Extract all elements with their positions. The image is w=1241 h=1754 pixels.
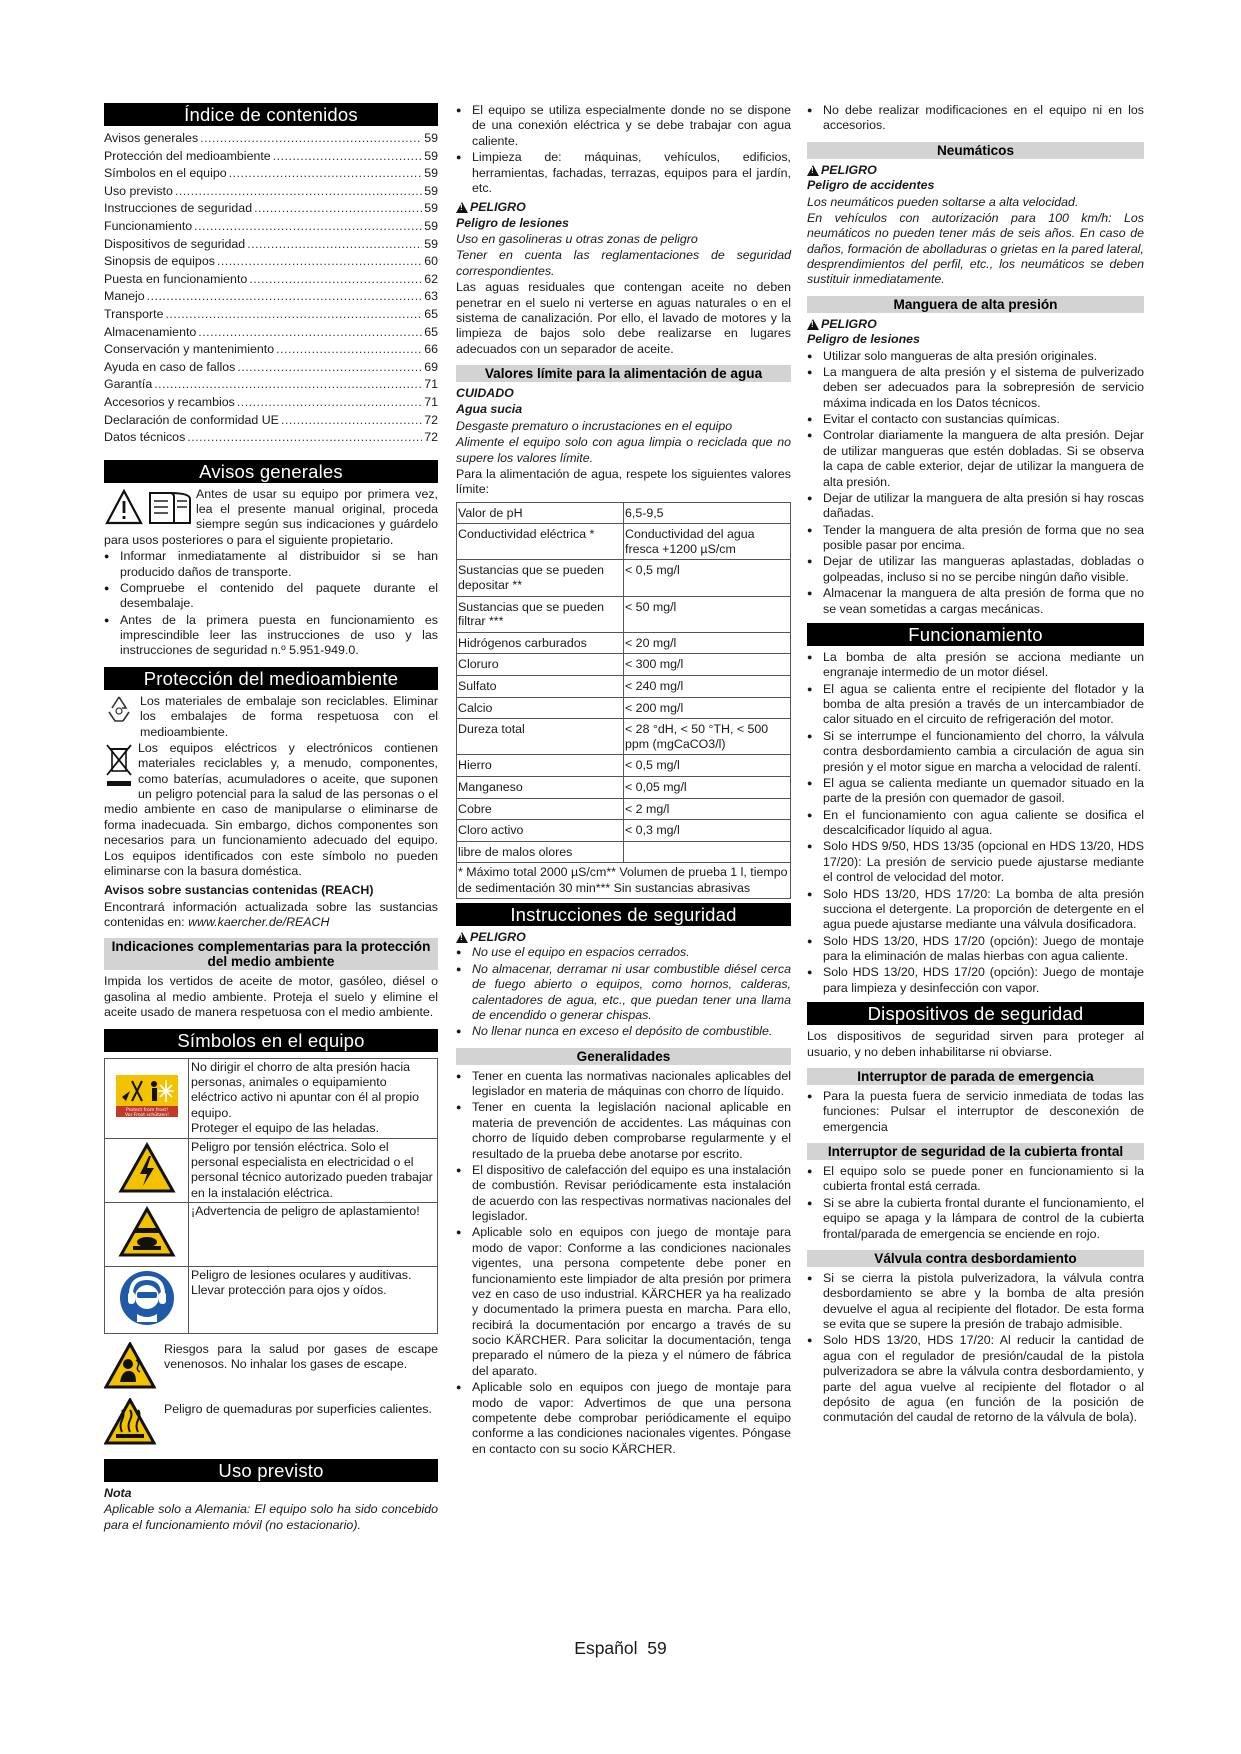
manguera-heading: Manguera de alta presión [807, 296, 1144, 313]
toc-entry-page: 59 [424, 236, 438, 251]
toc-leader-dots [281, 412, 422, 430]
symbol-text: ¡Advertencia de peligro de aplastamiento! [189, 1203, 438, 1266]
neumaticos-heading: Neumáticos [807, 142, 1144, 159]
toc-leader-dots [198, 324, 422, 342]
table-row [105, 1203, 438, 1266]
toc-entry-page: 59 [424, 131, 438, 145]
peligro-text: PELIGRO [821, 316, 877, 331]
eye-ear-protection-icon [105, 1266, 189, 1333]
list-item: ● No almacenar, derramar ni usar combustible diésel cerca de fuego abierto o equipos, como hornos, calderas, calentadores de agua, etc., que puedan tener una llama de encendido o generar chispas. [456, 962, 791, 1024]
reach-text [104, 900, 438, 931]
table-row [457, 560, 791, 596]
table-row [457, 719, 791, 755]
table-row [457, 820, 791, 842]
toc-entry-title: Avisos generales [104, 131, 199, 145]
limit-cell: < 2 mg/l [624, 798, 791, 820]
list-item: ● El dispositivo de calefacción del equipo es una instalación de combustión. Revisar periódicamente esta instalación de acuerdo con las respectivas normativas nacionales del legislador. [456, 1163, 791, 1225]
toc-entry-page: 71 [424, 377, 438, 392]
uso-bullets [456, 103, 791, 196]
peligro-line: Uso en gasolineras u otras zonas de peligro [456, 232, 698, 246]
funcionamiento-heading: Funcionamiento [807, 623, 1144, 646]
toc-entry-page: 65 [424, 324, 438, 339]
list-item: ● No llenar nunca en exceso el depósito de combustible. [456, 1024, 791, 1039]
peligro-sub: Peligro de lesiones [456, 215, 569, 230]
extra-env-heading: Indicaciones complementarias para la protección del medio ambiente [104, 938, 438, 970]
toc-heading: Índice de contenidos [104, 103, 438, 126]
emergencia-bullets [807, 1089, 1144, 1135]
toc-entry-page: 72 [424, 412, 438, 427]
proteccion-p2: Los equipos eléctricos y electrónicos contienen materiales reciclables y, a menudo, componentes, como baterías, acumuladores o aceite, que suponen un peligro potencial para la salud de las personas o el medio ambiente en caso de manipularse o eliminarse de forma inadecuada. Sin embargo, dichos componentes son necesarios para un funcionamiento adecuado del equipo. Los equipos identificados con este símbolo no pueden eliminarse con la basura doméstica. [104, 740, 438, 878]
warning-triangle-icon [807, 165, 819, 176]
list-item: ● Tender la manguera de alta presión de forma que no sea posible pasar por encima. [807, 523, 1144, 554]
toc-entry-title: Protección del medioambiente [104, 148, 271, 163]
electric-hazard-icon [105, 1138, 189, 1203]
list-item: ● La manguera de alta presión y el sistema de pulverizado deben ser adecuados para la sobrepresión de servicio máxima indicada en los Datos técnicos. [807, 365, 1144, 411]
limit-cell: Conductividad del agua fresca +1200 µS/cm [624, 524, 791, 560]
list-item: ● La bomba de alta presión se acciona mediante un engranaje intermedio de un motor diésel. [807, 650, 1144, 681]
cubierta-bullets [807, 1164, 1144, 1242]
proteccion-p1: Los materiales de embalaje son reciclables. Eliminar los embalajes de forma respetuosa con el medioambiente. [140, 693, 438, 739]
toc-leader-dots [276, 341, 422, 359]
toc-entry-page: 59 [424, 166, 438, 181]
seguridad-peligro-label [456, 930, 791, 945]
reach-text-body: Encontrará información actualizada sobre las sustancias contenidas en: [104, 899, 438, 930]
limit-cell: < 50 mg/l [624, 596, 791, 632]
toc-list [104, 130, 438, 447]
column-right [807, 103, 1144, 1427]
toc-entry-title: Puesta en funcionamiento [104, 271, 248, 286]
list-item: ● El agua se calienta entre el recipiente del flotador y la bomba de alta presión a través de un intercambiador de calor situado en el circuito de refrigeración del motor. [807, 682, 1144, 728]
avisos-intro-block [104, 487, 438, 549]
symbol-text: Peligro de lesiones oculares y auditivas. Llevar protección para ojos y oídos. [189, 1266, 438, 1333]
manguera-bullets [807, 349, 1144, 617]
parameter-cell: Hierro [457, 755, 624, 777]
toc-leader-dots [187, 429, 422, 447]
toc-leader-dots [200, 130, 422, 148]
table-row [457, 798, 791, 820]
table-row [105, 1058, 438, 1138]
symbols-table [104, 1058, 438, 1334]
dispositivos-intro: Los dispositivos de seguridad sirven para proteger al usuario, y no deben inhabilitarse ni obviarse. [807, 1029, 1144, 1059]
toc-entry-title: Accesorios y recambios [104, 394, 235, 409]
toc-entry-title: Instrucciones de seguridad [104, 201, 253, 216]
warning-triangle-icon [456, 202, 468, 213]
toc-entry-title: Garantía [104, 377, 153, 392]
toc-entry-title: Sinopsis de equipos [104, 254, 215, 269]
limit-cell: < 28 °dH, < 50 °TH, < 500 ppm (mgCaCO3/l) [624, 719, 791, 755]
toc-leader-dots [229, 165, 423, 183]
table-row [457, 841, 791, 863]
toc-entry[interactable] [104, 183, 438, 201]
limit-cell: < 20 mg/l [624, 632, 791, 654]
toc-leader-dots [247, 236, 422, 254]
toc-entry[interactable] [104, 288, 438, 306]
recycle-block [104, 694, 438, 741]
frost-badge-text-1: Protect from frost! [125, 1107, 168, 1113]
peligro-text: PELIGRO [821, 162, 877, 177]
parameter-cell: Dureza total [457, 719, 624, 755]
list-item: ● Si se cierra la pistola pulverizadora, la válvula contra desbordamiento se abre y la bomba de alta presión devuelve el agua al recipiente del flotador. De esta forma se evita que se supere la presión de trabajo admisible. [807, 1271, 1144, 1333]
table-row [457, 654, 791, 676]
limit-cell: < 300 mg/l [624, 654, 791, 676]
list-item: ● Tener en cuenta las normativas nacionales aplicables del legislador en materia de máquinas con chorro de líquido. [456, 1069, 791, 1100]
list-item: ● No debe realizar modificaciones en el equipo ni en los accesorios. [807, 103, 1144, 134]
toc-leader-dots [249, 271, 422, 289]
neumaticos-sub: Peligro de accidentes [807, 178, 935, 193]
toc-entry-page: 62 [424, 271, 438, 286]
list-item: ● El agua se calienta mediante un quemador situado en la parte de la presión con quemador de gasoil. [807, 776, 1144, 807]
toc-entry[interactable] [104, 271, 438, 289]
peligro-text: PELIGRO [470, 930, 526, 945]
toc-entry-page: 65 [424, 306, 438, 321]
neumaticos-line: Los neumáticos pueden soltarse a alta velocidad. [807, 194, 1079, 209]
toc-entry-title: Dispositivos de seguridad [104, 236, 246, 251]
cuidado-line: Alimente el equipo solo con agua limpia o reciclada que no supere los valores límite. [456, 435, 791, 465]
list-item: ● Dejar de utilizar las mangueras aplastadas, dobladas o golpeadas, incluso si no se percibe ningún daño visible. [807, 554, 1144, 585]
list-item: ● Si se interrumpe el funcionamiento del chorro, la válvula contra desbordamiento cambia a circulación de agua sin presión y el motor sigue en marcha a velocidad de ralentí. [807, 729, 1144, 775]
toc-leader-dots [237, 394, 422, 412]
list-item: ● Solo HDS 9/50, HDS 13/35 (opcional en HDS 13/20, HDS 17/20): La presión de servicio puede ajustarse mediante el control de velocidad del motor. [807, 839, 1144, 885]
table-row [457, 524, 791, 560]
neumaticos-peligro-label [807, 163, 1144, 178]
peligro-line: Tener en cuenta las reglamentaciones de seguridad correspondientes. [456, 248, 791, 278]
peligro-label [456, 200, 791, 215]
toc-leader-dots [217, 253, 422, 271]
table-row [457, 596, 791, 632]
generalidades-heading: Generalidades [456, 1048, 791, 1065]
hot-surface-text: Peligro de quemaduras por superficies calientes. [164, 1402, 432, 1417]
reach-title: Avisos sobre sustancias contenidas (REACH) [104, 883, 374, 898]
toc-leader-dots [175, 183, 422, 201]
toc-entry-page: 59 [424, 218, 438, 233]
parameter-cell: Hidrógenos carburados [457, 632, 624, 654]
list-item: ● El equipo solo se puede poner en funcionamiento si la cubierta frontal está cerrada. [807, 1164, 1144, 1195]
toc-entry[interactable] [104, 376, 438, 394]
toc-entry[interactable] [104, 324, 438, 342]
toc-entry-page: 59 [424, 148, 438, 163]
emergencia-heading: Interruptor de parada de emergencia [807, 1068, 1144, 1085]
toc-entry[interactable] [104, 253, 438, 271]
toxic-gas-icon [104, 1342, 158, 1394]
toc-leader-dots [254, 200, 422, 218]
toc-entry-page: 60 [424, 254, 438, 269]
warning-triangle-icon [456, 932, 468, 943]
table-row [457, 697, 791, 719]
toc-entry[interactable] [104, 218, 438, 236]
toc-entry[interactable] [104, 394, 438, 412]
column-left [104, 103, 438, 1534]
footer-language: Español [574, 1638, 638, 1658]
list-item: ● Solo HDS 13/20, HDS 17/20 (opción): Juego de montaje para limpieza y desinfección con vapor. [807, 965, 1144, 996]
limit-cell: 6,5-9,5 [624, 502, 791, 524]
limit-cell: < 240 mg/l [624, 675, 791, 697]
list-item: ● Solo HDS 13/20, HDS 17/20 (opción): Juego de montaje para la eliminación de malas hierbas con agua caliente. [807, 934, 1144, 965]
toc-entry[interactable] [104, 148, 438, 166]
frost-badge-text-2: Vor Frost schützen! [124, 1112, 169, 1117]
table-row [105, 1138, 438, 1203]
table-row [105, 1266, 438, 1333]
list-item: ● Aplicable solo en equipos con juego de montaje para modo de vapor: Advertimos de que una persona competente debe comprobar periódicamente el equipo conforme a las condiciones nacionales vigentes. Póngase en contacto con su socio KÄRCHER. [456, 1380, 791, 1457]
limit-cell: < 200 mg/l [624, 697, 791, 719]
parameter-cell: Sustancias que se pueden depositar ** [457, 560, 624, 596]
toc-entry[interactable] [104, 359, 438, 377]
manguera-peligro-label [807, 317, 1144, 332]
toc-entry-page: 59 [424, 183, 438, 198]
warning-triangle-icon [807, 319, 819, 330]
list-item: ● Solo HDS 13/20, HDS 17/20: La bomba de alta presión succiona el detergente. La proporción de detergente en el agua puede ajustarse mediante una válvula dosificadora. [807, 887, 1144, 933]
list-item: ● No use el equipo en espacios cerrados. [456, 945, 791, 960]
list-item: ● Compruebe el contenido del paquete durante el desembalaje. [104, 581, 438, 612]
seguridad-bullets [456, 945, 791, 1039]
toc-leader-dots [194, 218, 422, 236]
toc-leader-dots [147, 288, 423, 306]
toc-leader-dots [237, 359, 422, 377]
valores-heading: Valores límite para la alimentación de agua [456, 365, 791, 382]
exhaust-gas-block [104, 1342, 438, 1394]
crush-hazard-icon [105, 1203, 189, 1266]
avisos-list [104, 549, 438, 659]
parameter-cell: Valor de pH [457, 502, 624, 524]
water-footnote: * Máximo total 2000 µS/cm** Volumen de prueba 1 l, tiempo de sedimentación 30 min*** Sin sustancias abrasivas [456, 863, 791, 899]
list-item: ● Evitar el contacto con sustancias químicas. [807, 412, 1144, 427]
list-item: ● En el funcionamiento con agua caliente se dosifica el descalcificador líquido al agua. [807, 808, 1144, 839]
table-row [457, 632, 791, 654]
toc-leader-dots [154, 376, 422, 394]
toc-leader-dots [165, 306, 422, 324]
list-item: ● El equipo se utiliza especialmente donde no se dispone de una conexión eléctrica y se debe trabajar con agua caliente. [456, 103, 791, 149]
parameter-cell: Cobre [457, 798, 624, 820]
neumaticos-line: En vehículos con autorización para 100 km/h: Los neumáticos no pueden tener más de seis años. En caso de daños, formación de abolladuras o grietas en la pared lateral, desprendimientos del perfil, etc., los neumáticos se deben sustituir inmediatamente. [807, 210, 1144, 287]
toc-entry[interactable] [104, 412, 438, 430]
toc-entry-title: Declaración de conformidad UE [104, 412, 279, 427]
list-item: ● Para la puesta fuera de servicio inmediata de todas las funciones: Pulsar el interruptor de desconexión de emergencia [807, 1089, 1144, 1135]
limit-cell: < 0,5 mg/l [624, 755, 791, 777]
list-item: ● Dejar de utilizar la manguera de alta presión si hay roscas dañadas. [807, 491, 1144, 522]
toc-entry-title: Funcionamiento [104, 218, 193, 233]
cubierta-heading: Interruptor de seguridad de la cubierta frontal [807, 1143, 1144, 1160]
cuidado-sub: Agua sucia [456, 402, 523, 417]
parameter-cell: Conductividad eléctrica * [457, 524, 624, 560]
list-item: ● Antes de la primera puesta en funcionamiento es imprescindible leer las instrucciones de uso y las instrucciones de seguridad n.º 5.951-949.0. [104, 613, 438, 659]
parameter-cell: Cloruro [457, 654, 624, 676]
reach-link[interactable]: www.kaercher.de/REACH [188, 915, 330, 930]
limit-cell: < 0,05 mg/l [624, 776, 791, 798]
manguera-sub: Peligro de lesiones [807, 332, 920, 347]
toc-entry-title: Manejo [104, 289, 145, 304]
toc-entry[interactable] [104, 130, 438, 148]
toc-entry[interactable] [104, 306, 438, 324]
list-item: ● Tener en cuenta la legislación nacional aplicable en materia de prevención de accidentes. Las máquinas con chorro de líquido deben comprobarse regularmente y el resultado de la prueba debe anotarse por escrito. [456, 1100, 791, 1162]
toc-entry-page: 72 [424, 430, 438, 445]
valvula-bullets [807, 1271, 1144, 1426]
list-item: ● Almacenar la manguera de alta presión de forma que no se vean sometidas a cargas mecánicas. [807, 586, 1144, 617]
symbol-text: Peligro por tensión eléctrica. Solo el personal especialista en electricidad o el personal técnico autorizado pueden trabajar en la instalación eléctrica. [189, 1138, 438, 1203]
simbolos-heading: Símbolos en el equipo [104, 1029, 438, 1052]
water-limits-table [456, 502, 791, 864]
top-bullet-list [807, 103, 1144, 134]
toc-entry[interactable] [104, 200, 438, 218]
toc-entry-page: 63 [424, 289, 438, 304]
uso-note-text: Aplicable solo a Alemania: El equipo solo ha sido concebido para el funcionamiento móvil (no estacionario). [104, 1502, 438, 1532]
list-item: ● Informar inmediatamente al distribuidor si se han producido daños de transporte. [104, 549, 438, 580]
avisos-heading: Avisos generales [104, 460, 438, 483]
table-row [457, 755, 791, 777]
parameter-cell: Sustancias que se pueden filtrar *** [457, 596, 624, 632]
limit-cell: < 0,3 mg/l [624, 820, 791, 842]
list-item: ● Si se abre la cubierta frontal durante el funcionamiento, el equipo se apaga y la lámpara de control de la cubierta frontal/parada de emergencia se enciende en rojo. [807, 1196, 1144, 1242]
symbol-text: No dirigir el chorro de alta presión hacia personas, animales o equipamiento eléctrico activo ni apuntar con él al propio equipo. Proteger el equipo de las heladas. [189, 1058, 438, 1138]
valores-intro: Para la alimentación de agua, respete los siguientes valores límite: [456, 466, 791, 497]
list-item: ● Solo HDS 13/20, HDS 17/20: Al reducir la cantidad de agua con el regulador de presión/caudal de la pistola pulverizadora se abre la válvula contra desbordamiento, y parte del agua vuelve al recipiente del flotador o al depósito de agua (en función de la posición de conmutación del caudal de retorno de la válvula de bola). [807, 1333, 1144, 1425]
toc-entry[interactable] [104, 429, 438, 447]
frost-warning-icon [105, 1058, 189, 1138]
cuidado-line: Desgaste prematuro o incrustaciones en el equipo [456, 418, 733, 433]
seguridad-heading: Instrucciones de seguridad [456, 903, 791, 926]
toc-entry-title: Datos técnicos [104, 430, 186, 445]
valvula-heading: Válvula contra desbordamiento [807, 1250, 1144, 1267]
uso-note-title: Nota [104, 1485, 132, 1500]
toc-entry-title: Transporte [104, 306, 164, 321]
toc-entry-title: Conservación y mantenimiento [104, 342, 275, 357]
generalidades-bullets [456, 1069, 791, 1457]
limit-cell: < 0,5 mg/l [624, 560, 791, 596]
avisos-intro: Antes de usar su equipo por primera vez, lea el presente manual original, proceda siempre según sus indicaciones y guárdelo para usos posteriores o para el siguiente propietario. [104, 486, 438, 547]
toc-entry[interactable] [104, 341, 438, 359]
list-item: ● Utilizar solo mangueras de alta presión originales. [807, 349, 1144, 364]
crossed-bin-icon [104, 741, 134, 789]
toc-entry-title: Símbolos en el equipo [104, 166, 227, 181]
hot-surface-block [104, 1398, 438, 1450]
hot-surface-icon [104, 1398, 158, 1450]
toc-entry[interactable] [104, 236, 438, 254]
extra-env-text: Impida los vertidos de aceite de motor, gasóleo, diésel o gasolina al medio ambiente. Proteja el suelo y elimine el aceite usado de manera respetuosa con el medio ambiente. [104, 974, 438, 1020]
toc-entry-page: 69 [424, 359, 438, 374]
cuidado-label: CUIDADO [456, 386, 514, 400]
toc-entry-title: Ayuda en caso de fallos [104, 359, 236, 374]
uso-heading: Uso previsto [104, 1459, 438, 1482]
toc-entry-page: 71 [424, 394, 438, 409]
column-middle [456, 103, 791, 1458]
aguas-text: Las aguas residuales que contengan aceite no deben penetrar en el suelo ni verterse en aguas naturales o en el sistema de canalización. Por ello, el lavado de motores y la limpieza de bajos solo debe realizarse en lugares adecuados con un separador de aceite. [456, 280, 791, 356]
exhaust-gas-text: Riesgos para la salud por gases de escape venenosos. No inhalar los gases de escape. [164, 1342, 438, 1372]
toc-entry-title: Uso previsto [104, 183, 173, 198]
page-footer [0, 1638, 1241, 1660]
recycle-icon [104, 694, 134, 741]
peligro-text: PELIGRO [470, 200, 526, 215]
table-row [457, 675, 791, 697]
parameter-cell: Sulfato [457, 675, 624, 697]
page-number: 59 [647, 1638, 667, 1658]
list-item: ● Controlar diariamente la manguera de alta presión. Dejar de utilizar mangueras que estén dobladas. Si se observa la capa de cable exterior, dejar de utilizar la manguera de alta presión. [807, 428, 1144, 490]
list-item: ● Aplicable solo en equipos con juego de montaje para modo de vapor: Conforme a las condiciones nacionales vigentes, una persona competente debe poner en funcionamiento este limpiador de alta presión por primera vez en caso de uso industrial. KÄRCHER ya ha realizado y documentado la primera puesta en marcha. Para ello, recibirá la documentación por encargo a través de su socio KÄRCHER. Para solicitar la documentación, tenga preparado el número de la pieza y el número de fábrica del aparato. [456, 1225, 791, 1379]
read-manual-icon [104, 487, 194, 527]
parameter-cell: Calcio [457, 697, 624, 719]
toc-entry-page: 59 [424, 201, 438, 216]
limit-cell [624, 841, 791, 863]
proteccion-heading: Protección del medioambiente [104, 667, 438, 690]
table-row [457, 776, 791, 798]
parameter-cell: Manganeso [457, 776, 624, 798]
list-item: ● Limpieza de: máquinas, vehículos, edificios, herramientas, fachadas, terrazas, equipos para el jardín, etc. [456, 150, 791, 196]
dispositivos-heading: Dispositivos de seguridad [807, 1002, 1144, 1025]
weee-block [104, 741, 438, 879]
parameter-cell: libre de malos olores [457, 841, 624, 863]
table-row [457, 502, 791, 524]
toc-leader-dots [273, 148, 423, 166]
funcionamiento-bullets [807, 650, 1144, 996]
toc-entry[interactable] [104, 165, 438, 183]
parameter-cell: Cloro activo [457, 820, 624, 842]
toc-entry-page: 66 [424, 342, 438, 357]
toc-entry-title: Almacenamiento [104, 324, 197, 339]
